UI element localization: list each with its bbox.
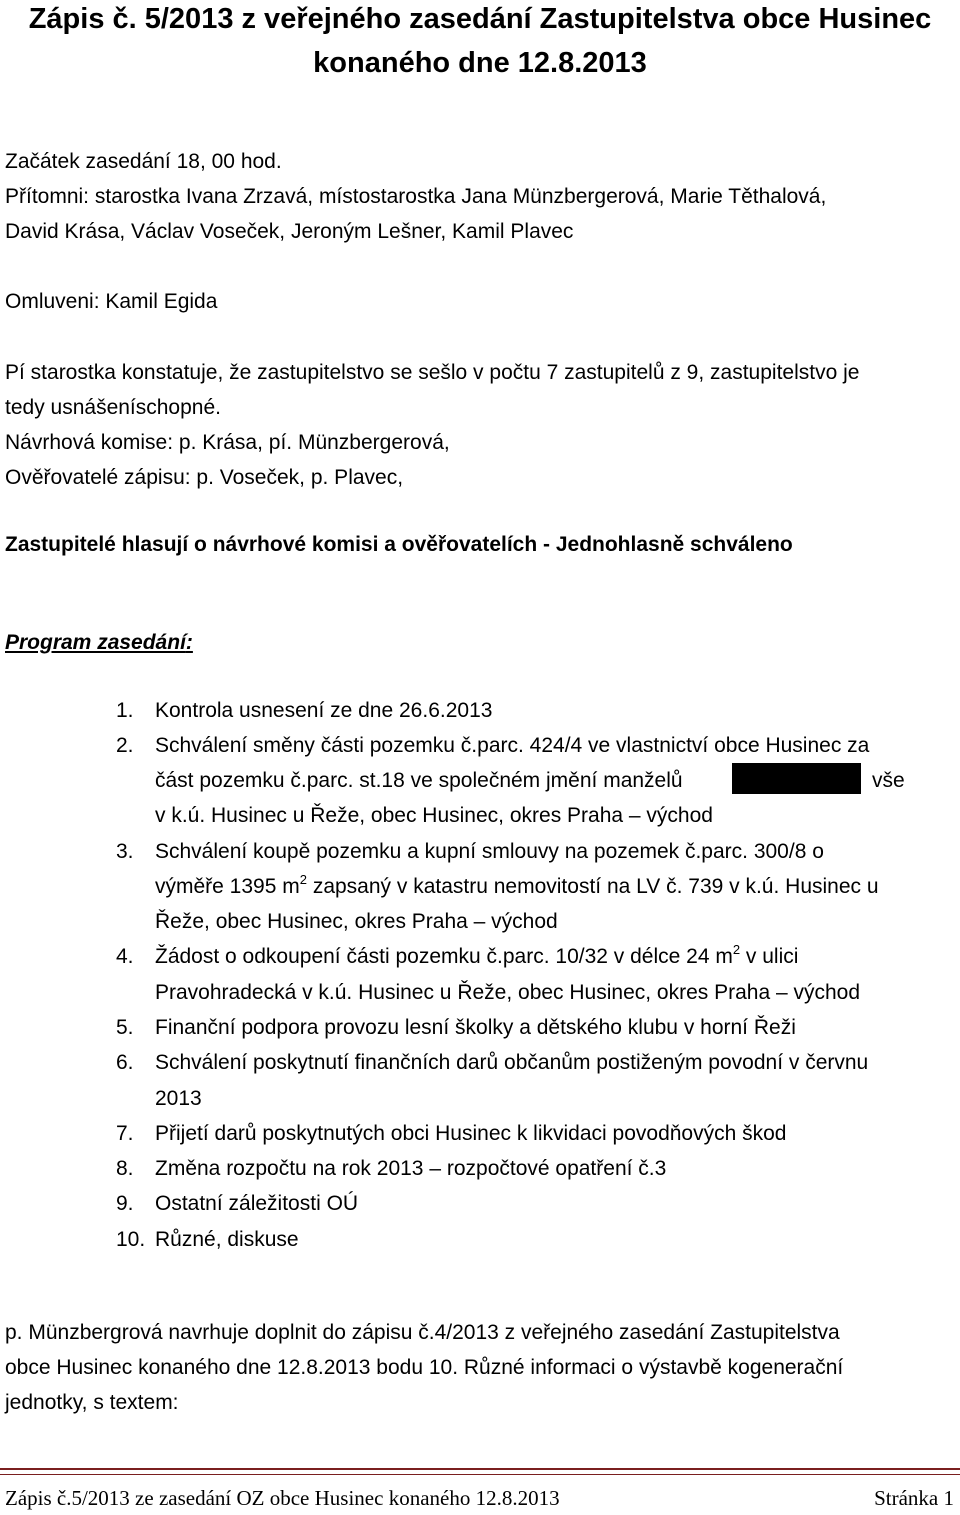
- program-item-text: v k.ú. Husinec u Řeže, obec Husinec, okres Praha – východ: [155, 804, 713, 827]
- page-number: Stránka 1: [874, 1486, 954, 1510]
- closing-line1: p. Münzbergrová navrhuje doplnit do zápisu č.4/2013 z veřejného zasedání Zastupitelstva: [5, 1321, 840, 1344]
- program-item-text: Kontrola usnesení ze dne 26.6.2013: [155, 699, 493, 722]
- proposal-committee: Návrhová komise: p. Krása, pí. Münzbergerová,: [5, 431, 450, 454]
- program-heading: [5, 631, 193, 655]
- program-item-text: Schválení směny části pozemku č.parc. 424/4 ve vlastnictví obce Husinec za: [155, 734, 870, 757]
- vote-result: Zastupitelé hlasují o návrhové komisi a ověřovatelích - Jednohlasně schváleno: [5, 533, 793, 556]
- area-value: výměře 1395 m: [155, 875, 300, 898]
- program-item-number: 10.: [116, 1228, 146, 1251]
- program-item-text: Schválení poskytnutí finančních darů občanům postiženým povodní v červnu: [155, 1051, 869, 1074]
- program-item-text: 2013: [155, 1087, 202, 1110]
- program-item-number: 9.: [116, 1192, 134, 1215]
- program-item-text: Řeže, obec Husinec, okres Praha – východ: [155, 910, 558, 933]
- request-text: Žádost o odkoupení části pozemku č.parc. 10/32 v délce 24 m: [155, 945, 733, 968]
- program-item-text: [155, 872, 879, 899]
- request-continuation: v ulici: [745, 945, 799, 968]
- program-item-number: 8.: [116, 1157, 134, 1180]
- program-heading-colon: :: [185, 631, 193, 654]
- program-heading-text: Program zasedání: [5, 631, 186, 654]
- quorum-line1: Pí starostka konstatuje, že zastupitelstvo se sešlo v počtu 7 zastupitelů z 9, zastupitelstvo je: [5, 361, 860, 384]
- program-item-text: [155, 942, 799, 969]
- minutes-verifiers: Ověřovatelé zápisu: p. Voseček, p. Plavec,: [5, 466, 404, 489]
- program-item-number: 6.: [116, 1051, 134, 1074]
- closing-line3: jednotky, s textem:: [5, 1391, 179, 1414]
- program-item-text: Ostatní záležitosti OÚ: [155, 1192, 359, 1215]
- document-title-line1: Zápis č. 5/2013 z veřejného zasedání Zastupitelstva obce Husinec: [28, 3, 932, 35]
- footer-left-text: Zápis č.5/2013 ze zasedání OZ obce Husinec konaného 12.8.2013: [5, 1486, 560, 1510]
- program-item-text: Různé, diskuse: [155, 1228, 299, 1251]
- program-item-text: vše: [872, 769, 905, 792]
- program-item-text: Pravohradecká v k.ú. Husinec u Řeže, obec Husinec, okres Praha – východ: [155, 981, 861, 1004]
- program-item-text: část pozemku č.parc. st.18 ve společném jmění manželů: [155, 769, 683, 792]
- program-item-number: 5.: [116, 1016, 134, 1039]
- redaction-block: [732, 763, 861, 794]
- closing-line2: obce Husinec konaného dne 12.8.2013 bodu 10. Různé informaci o výstavbě kogenerační: [5, 1356, 844, 1379]
- program-item-text: Změna rozpočtu na rok 2013 – rozpočtové opatření č.3: [155, 1157, 667, 1180]
- start-time: Začátek zasedání 18, 00 hod.: [5, 150, 282, 173]
- superscript-2: 2: [732, 942, 741, 957]
- program-item-number: 3.: [116, 840, 134, 863]
- footer-rule-thin: [0, 1474, 960, 1475]
- footer-rule: [0, 1468, 960, 1470]
- quorum-line2: tedy usnášeníschopné.: [5, 396, 221, 419]
- excused-members: Omluveni: Kamil Egida: [5, 290, 218, 313]
- attendees-line1: Přítomni: starostka Ivana Zrzavá, místostarostka Jana Münzbergerová, Marie Těthalová,: [5, 185, 827, 208]
- area-continuation: zapsaný v katastru nemovitostí na LV č. 739 v k.ú. Husinec u: [312, 875, 879, 898]
- program-item-text: Přijetí darů poskytnutých obci Husinec k likvidaci povodňových škod: [155, 1122, 787, 1145]
- program-item-number: 4.: [116, 945, 134, 968]
- program-item-number: 7.: [116, 1122, 134, 1145]
- program-item-number: 2.: [116, 734, 134, 757]
- superscript-2: 2: [299, 872, 307, 887]
- program-item-text: Finanční podpora provozu lesní školky a dětského klubu v horní Řeži: [155, 1016, 796, 1039]
- document-title-line2: konaného dne 12.8.2013: [313, 47, 647, 79]
- attendees-line2: David Krása, Václav Voseček, Jeroným Lešner, Kamil Plavec: [5, 220, 574, 243]
- program-item-text: Schválení koupě pozemku a kupní smlouvy na pozemek č.parc. 300/8 o: [155, 840, 824, 863]
- program-item-number: 1.: [116, 699, 134, 722]
